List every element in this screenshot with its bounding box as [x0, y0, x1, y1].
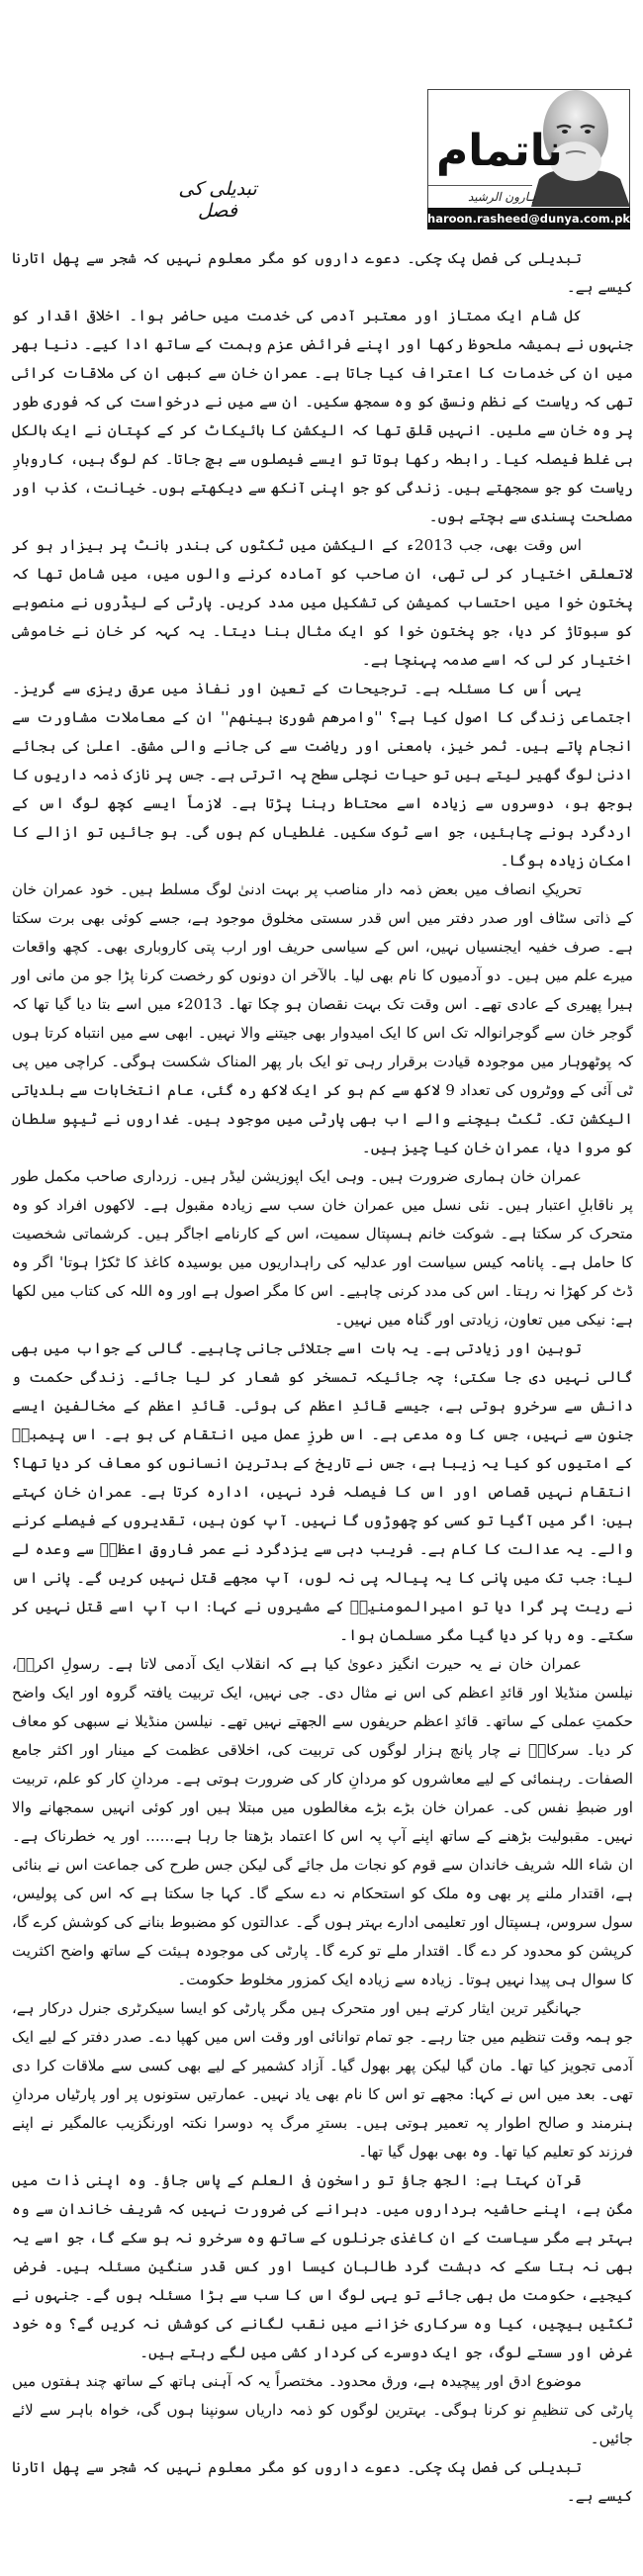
column-name: ناتمام [436, 126, 563, 176]
paragraph: تبدیلی کی فصل پک چکی۔ دعوے داروں کو مگر معلوم نہیں کہ شجر سے پھل اتارنا کیسے ہے۔ [12, 249, 633, 296]
author-email[interactable]: haroon.rasheed@dunya.com.pk [427, 208, 630, 230]
author-name: ہارون الرشید [468, 190, 536, 204]
paragraph: موضوع ادق اور پیچیدہ ہے، ورق محدود۔ مختصراً یہ کہ آہنی ہاتھ کے ساتھ چند ہفتوں میں پارٹی کی تنظیمِ نو کرنا ہوگی۔ بہترین لوگوں کو ذمہ داریاں سونپنا ہوں گی، خواہ باہر سے لائے جائیں۔ [12, 2372, 633, 2447]
divider [428, 185, 532, 186]
paragraph: یہی اُس کا مسئلہ ہے۔ ترجیحات کے تعین اور نفاذ میں عرق ریزی سے گریز۔ اجتماعی زندگی کا اصول کیا ہے؟ ''وامرھم شوریٰ بینھم'' ان کے معاملات مشاورت سے انجام پاتے ہیں۔ ثمر خیز، بامعنی اور ریاضت سے کی جانے والی مشق۔ اعلیٰ کی بجائے ادنیٰ لوگ گھیر لیتے ہیں تو حیات نچلی سطح پہ اترتی ہے۔ جس پر نازک ذمہ داریوں کا بوجھ ہو، دوسروں سے زیادہ اسے محتاط رہنا پڑتا ہے۔ لازماً ایسے کچھ لوگ اس کے اردگرد ہونے چاہئیں، جو اسے ٹوک سکیں۔ غلطیاں کم ہوں گی۔ ہو جائیں تو ازالے کا امکان زیادہ ہوگا۔ [12, 680, 633, 870]
paragraph: تحریکِ انصاف میں بعض ذمہ دار مناصب پر بہت ادنیٰ لوگ مسلط ہیں۔ خود عمران خان کے ذاتی سٹاف اور صدر دفتر میں اس قدر سستی مخلوق موجود ہے، جسے کوئی بھی برت سکتا ہے۔ صرف خفیہ ایجنسیاں نہیں، اس کے سیاسی حریف اور ارب پتی کاروباری بھی۔ کچھ واقعات میرے علم میں ہیں۔ دو آدمیوں کا نام بھی لیا۔ بالآخر ان دونوں کو رخصت کرنا پڑا جو من مانی اور ہیرا پھیری کے عادی تھے۔ اس وقت تک بہت نقصان ہو چکا تھا۔ 2013ء میں اسے بتا دیا گیا تھا کہ گوجر خان سے گوجرانوالہ تک اس کا ایک امیدوار بھی جیتنے والا نہیں۔ ابھی سے میں انتباہ کرتا ہوں کہ پوٹھوہار میں موجودہ قیادت برقرار رہی تو ایک بار پھر المناک شکست ہوگی۔ کراچی میں پی ٹی آئی کے ووٹروں کی تعداد 9 لاکھ سے کم ہو کر ایک لاکھ رہ گئی، عام انتخابات سے بلدیاتی الیکشن تک۔ ٹکٹ بیچنے والے اب بھی پارٹی میں موجود ہیں۔ غداروں نے ٹیپو سلطان کو مروا دیا، عمران خان کیا چیز ہیں۔ [12, 880, 634, 1156]
closing-paragraph: تبدیلی کی فصل پک چکی۔ دعوے داروں کو مگر معلوم نہیں کہ شجر سے پھل اتارنا کیسے ہے۔ [12, 2458, 633, 2505]
column-header [427, 89, 630, 230]
paragraph: کل شام ایک ممتاز اور معتبر آدمی کی خدمت میں حاضر ہوا۔ اخلاقی اقدار کو جنہوں نے ہمیشہ ملحوظ رکھا اور اپنے فرائض عزم وہمت کے ساتھ ادا کیے۔ دنیا بھر میں ان کی خدمات کا اعتراف کیا جاتا ہے۔ عمران خان سے کبھی ان کی ملاقات کرائی تھی کہ ریاست کے نظم ونسق کو وہ سمجھ سکیں۔ ان سے میں نے درخواست کی کہ فوری طور پر وہ خان سے ملیں۔ انہیں قلق تھا کہ الیکشن کا بائیکاٹ کر کے کپتان نے ایک بالکل ہی غلط فیصلہ کیا۔ رابطہ رکھا ہوتا تو ایسے فیصلوں سے بچ جاتا۔ کم لوگ ہیں، کاروبارِ ریاست کو جو سمجھتے ہیں۔ زندگی کو جو اپنی آنکھ سے دیکھتے ہوں۔ خیانت، کذب اور مصلحت پسندی سے بچتے ہوں۔ [12, 307, 633, 525]
paragraph: عمران خان ہماری ضرورت ہیں۔ وہی ایک اپوزیشن لیڈر ہیں۔ زرداری صاحب مکمل طور پر ناقابلِ اعتبار ہیں۔ نئی نسل میں عمران خان سب سے زیادہ مقبول ہے۔ لاکھوں افراد کو وہ متحرک کر سکتا ہے۔ شوکت خانم ہسپتال سمیت، اس کے کارنامے اجاگر ہیں۔ کرشماتی شخصیت کا حامل ہے۔ پانامہ کیس سیاست اور عدلیہ کی راہداریوں میں بوسیدہ کاغذ کا ٹکڑا ہوتا' اگر وہ ڈٹ کر کھڑا نہ رہتا۔ اس کی مدد کرنی چاہیے۔ اس کا مگر اصول ہے اور وہ اللہ کی کتاب میں لکھا ہے: نیکی میں تعاون، زیادتی اور گناہ میں نہیں۔ [12, 1167, 633, 1329]
paragraph: جہانگیر ترین ایثار کرتے ہیں اور متحرک ہیں مگر پارٹی کو ایسا سیکرٹری جنرل درکار ہے، جو ہمہ وقت تنظیم میں جتا رہے۔ جو تمام توانائی اور وقت اس میں کھپا دے۔ صدر دفتر کے لیے ایک آدمی تجویز کیا تھا۔ مان گیا لیکن پھر بھول گیا۔ آزاد کشمیر کے لیے بھی کسی سے ملاقات کرا دی تھی۔ بعد میں اس نے کہا: مجھے تو اس کا نام بھی یاد نہیں۔ عمارتیں ستونوں پر اور پارٹیاں مردانِ ہنرمند و صالح اطوار پہ تعمیر ہوتی ہیں۔ بسترِ مرگ پہ دوسرا نکتہ اورنگزیب عالمگیر نے اپنے فرزند کو تعلیم کیا تھا۔ وہ بھی بھول گیا تھا۔ [12, 1999, 633, 2161]
article-title: تبدیلی کی فصل [178, 178, 257, 222]
paragraph: توہین اور زیادتی ہے۔ یہ بات اسے جتلائی جانی چاہیے۔ گالی کے جواب میں بھی گالی نہیں دی جا سکتی؛ چہ جائیکہ تمسخر کو شعار کر لیا جائے۔ زندگی حکمت و دانش سے سرخرو ہوتی ہے، جیسے قائدِ اعظم کی ہوئی۔ قائدِ اعظم کے مخالفین ایسے جنون سے نہیں، جس کا وہ مدعی ہے۔ اس طرزِ عمل میں انتقام کی بو ہے۔ اس پیمبرؐ کے امتیوں کو کیا یہ زیبا ہے، جس نے تاریخ کے بدترین انسانوں کو معاف کر دیا تھا؟ انتقام نہیں قصاص اور اس کا فیصلہ فرد نہیں، ادارہ کرتا ہے۔ عمران خان کہتے ہیں: اگر میں آگیا تو کسی کو چھوڑوں گا نہیں۔ آپ کون ہیں، تقدیروں کے فیصلے کرنے والے۔ یہ عدالت کا کام ہے۔ فریب دہی سے یزدگرد نے عمر فاروقِ اعظمؓ سے وعدہ لے لیا: جب تک میں پانی کا یہ پیالہ پی نہ لوں، آپ مجھے قتل نہیں کریں گے۔ پانی اس نے ریت پر گرا دیا تو امیرالمومنینؓ کے مشیروں نے کہا: اب آپ اسے قتل نہیں کر سکتے۔ وہ رہا کر دیا گیا مگر مسلمان ہوا۔ [12, 1339, 633, 1644]
article-body [12, 244, 633, 2511]
paragraph: عمران خان نے یہ حیرت انگیز دعویٰ کیا ہے کہ انقلاب ایک آدمی لاتا ہے۔ رسولِ اکرمؐ، نیلسن منڈیلا اور قائدِ اعظم کی اس نے مثال دی۔ جی نہیں، ایک تربیت یافتہ گروہ اور ایک واضح حکمتِ عملی کے ساتھ۔ قائدِ اعظم حریفوں سے الجھتے نہیں تھے۔ نیلسن منڈیلا نے سبھی کو معاف کر دیا۔ سرکارؐ نے چار پانچ ہزار لوگوں کی تربیت کی، اخلاقی عظمت کے مینار اور اکثر جامع الصفات۔ رہنمائی کے لیے معاشروں کو مردانِ کار کی ضرورت ہوتی ہے۔ مردانِ کار کو علم، تربیت اور ضبطِ نفس کی۔ عمران خان بڑے بڑے مغالطوں میں مبتلا ہیں اور کوئی انہیں سمجھانے والا نہیں۔ مقبولیت بڑھنے کے ساتھ اپنے آپ پہ اس کا اعتماد بڑھتا جا رہا ہے...... اور یہ خطرناک ہے۔ ان شاء اللہ شریف خاندان سے قوم کو نجات مل جائے گی لیکن جس طرح کی جماعت اس نے بنائی ہے، اقتدار ملنے پر بھی وہ ملک کو استحکام نہ دے سکے گا۔ کہا جا سکتا ہے کہ اس کی پولیس، سول سروس، ہسپتال اور تعلیمی ادارے بہتر ہوں گے۔ عدالتوں کو مضبوط بنانے کی کوشش کرے گا، کرپشن کو محدود کر دے گا۔ اقتدار ملے تو کرے گا۔ پارٹی کی موجودہ ہیئت کے ساتھ واضح اکثریت کا سوال ہی پیدا نہیں ہوتا۔ زیادہ سے زیادہ ایک کمزور مخلوط حکومت۔ [12, 1655, 633, 1988]
paragraph: اس وقت بھی، جب 2013ء کے الیکشن میں ٹکٹوں کی بندر بانٹ پر بیزار ہو کر لاتعلقی اختیار کر لی تھی، ان صاحب کو آمادہ کرنے والوں میں، میں شامل تھا کہ پختون خوا میں احتساب کمیشن کی تشکیل میں مدد کریں۔ پارٹی کے لیڈروں نے منصوبے کو سبوتاژ کر دیا، جو پختون خوا کو ایک مثال بنا دیتا۔ یہ کہہ کر خان نے خاموشی اختیار کر لی کہ اسے صدمہ پہنچا ہے۔ [12, 536, 633, 669]
paragraph: قرآن کہتا ہے: الجھ جاؤ تو راسخون فی العلم کے پاس جاؤ۔ وہ اپنی ذات میں مگن ہے، اپنے حاشیہ برداروں میں۔ دہرانے کی ضرورت نہیں کہ شریف خاندان سے وہ بہتر ہے مگر سیاست کے ان کاغذی جرنلوں کے ساتھ وہ سرخرو نہ ہو سکے گا، جو اسے یہ بھی نہ بتا سکے کہ دہشت گرد طالبان کیسا اور کس قدر سنگین مسئلہ ہیں۔ فرض کیجیے، حکومت مل بھی جائے تو یہی لوگ اس کا سب سے بڑا مسئلہ ہوں گے۔ جنہوں نے ٹکٹیں بیچیں، کیا وہ سرکاری خزانے میں نقب لگانے کی کوشش نہ کریں گے؟ وہ خود غرض اور سستے لوگ، جو ایک دوسرے کی کردار کشی میں لگے رہتے ہیں۔ [12, 2171, 633, 2361]
